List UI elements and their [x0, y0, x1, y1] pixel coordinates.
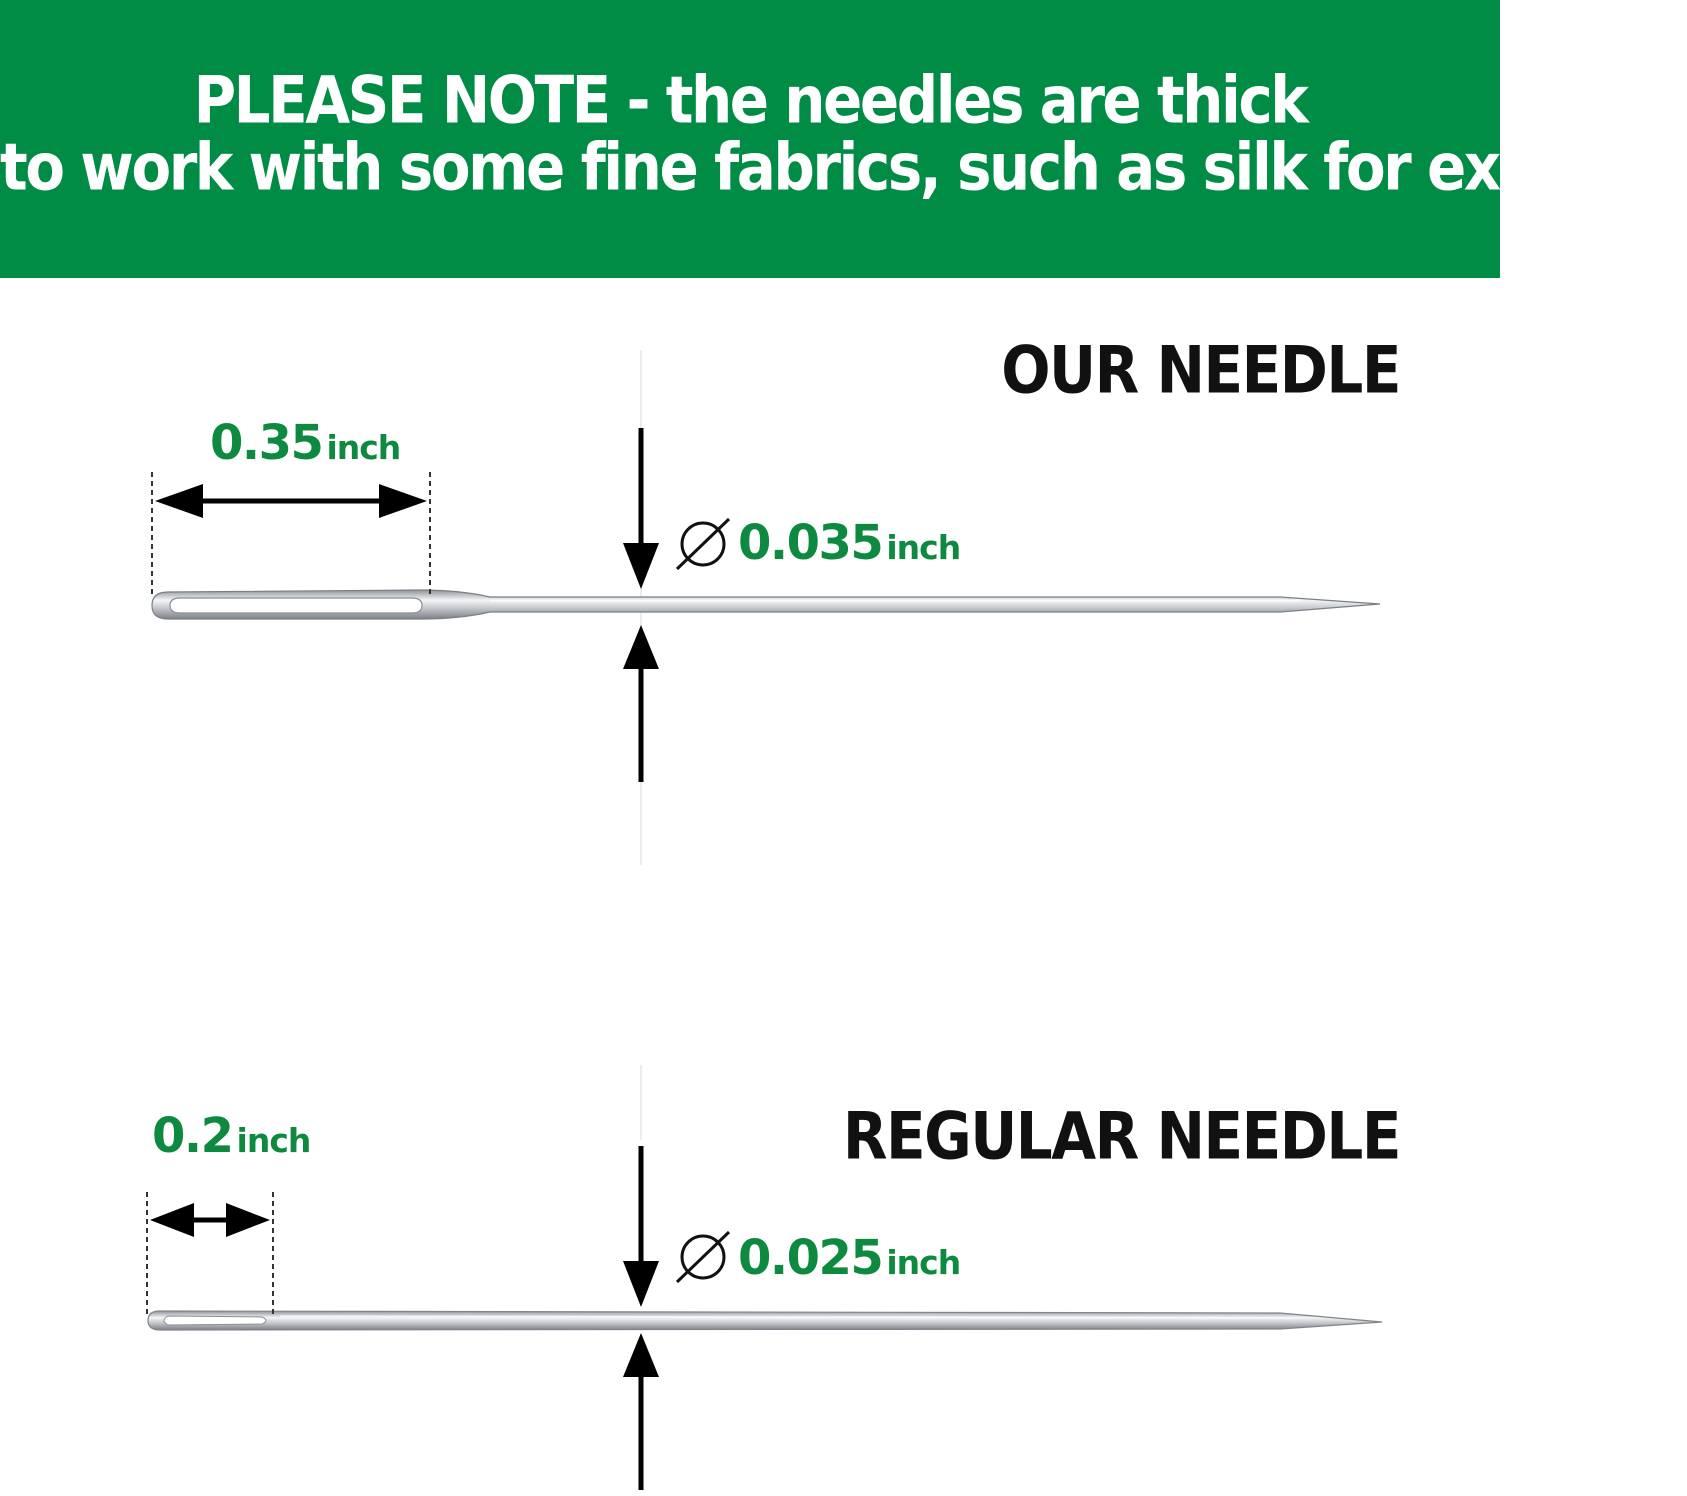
regular-eye-length — [152, 1108, 310, 1164]
double-arrow-icon — [155, 484, 427, 518]
regular-diameter — [738, 1230, 960, 1286]
our-diameter — [738, 515, 960, 571]
regular-diameter-unit: inch — [886, 1243, 961, 1282]
banner-line-2: to work with some fine fabrics, such as silk for example — [0, 128, 1687, 206]
up-arrow-icon — [623, 625, 659, 782]
our-needle-label: OUR NEEDLE — [1001, 331, 1400, 409]
our-eye-length-unit: inch — [326, 428, 401, 467]
down-arrow-icon — [623, 1146, 659, 1307]
our-diameter-value: 0.035 — [738, 515, 883, 571]
banner-line-1: PLEASE NOTE - the needles are thick — [193, 61, 1307, 139]
regular-needle-label: REGULAR NEEDLE — [842, 1097, 1400, 1175]
our-eye-length — [210, 415, 400, 471]
up-arrow-icon — [623, 1333, 659, 1490]
down-arrow-icon — [623, 428, 659, 589]
regular-eye-length-unit: inch — [236, 1121, 311, 1160]
diameter-icon — [677, 519, 729, 569]
regular-eye-length-value: 0.2 — [152, 1108, 233, 1164]
regular-diameter-value: 0.025 — [738, 1230, 883, 1286]
regular-needle-image — [148, 1311, 1382, 1330]
our-diameter-unit: inch — [886, 528, 961, 567]
our-eye-length-value: 0.35 — [210, 415, 323, 471]
diameter-icon — [677, 1232, 729, 1282]
our-needle-image — [152, 590, 1380, 619]
double-arrow-icon — [150, 1203, 270, 1237]
